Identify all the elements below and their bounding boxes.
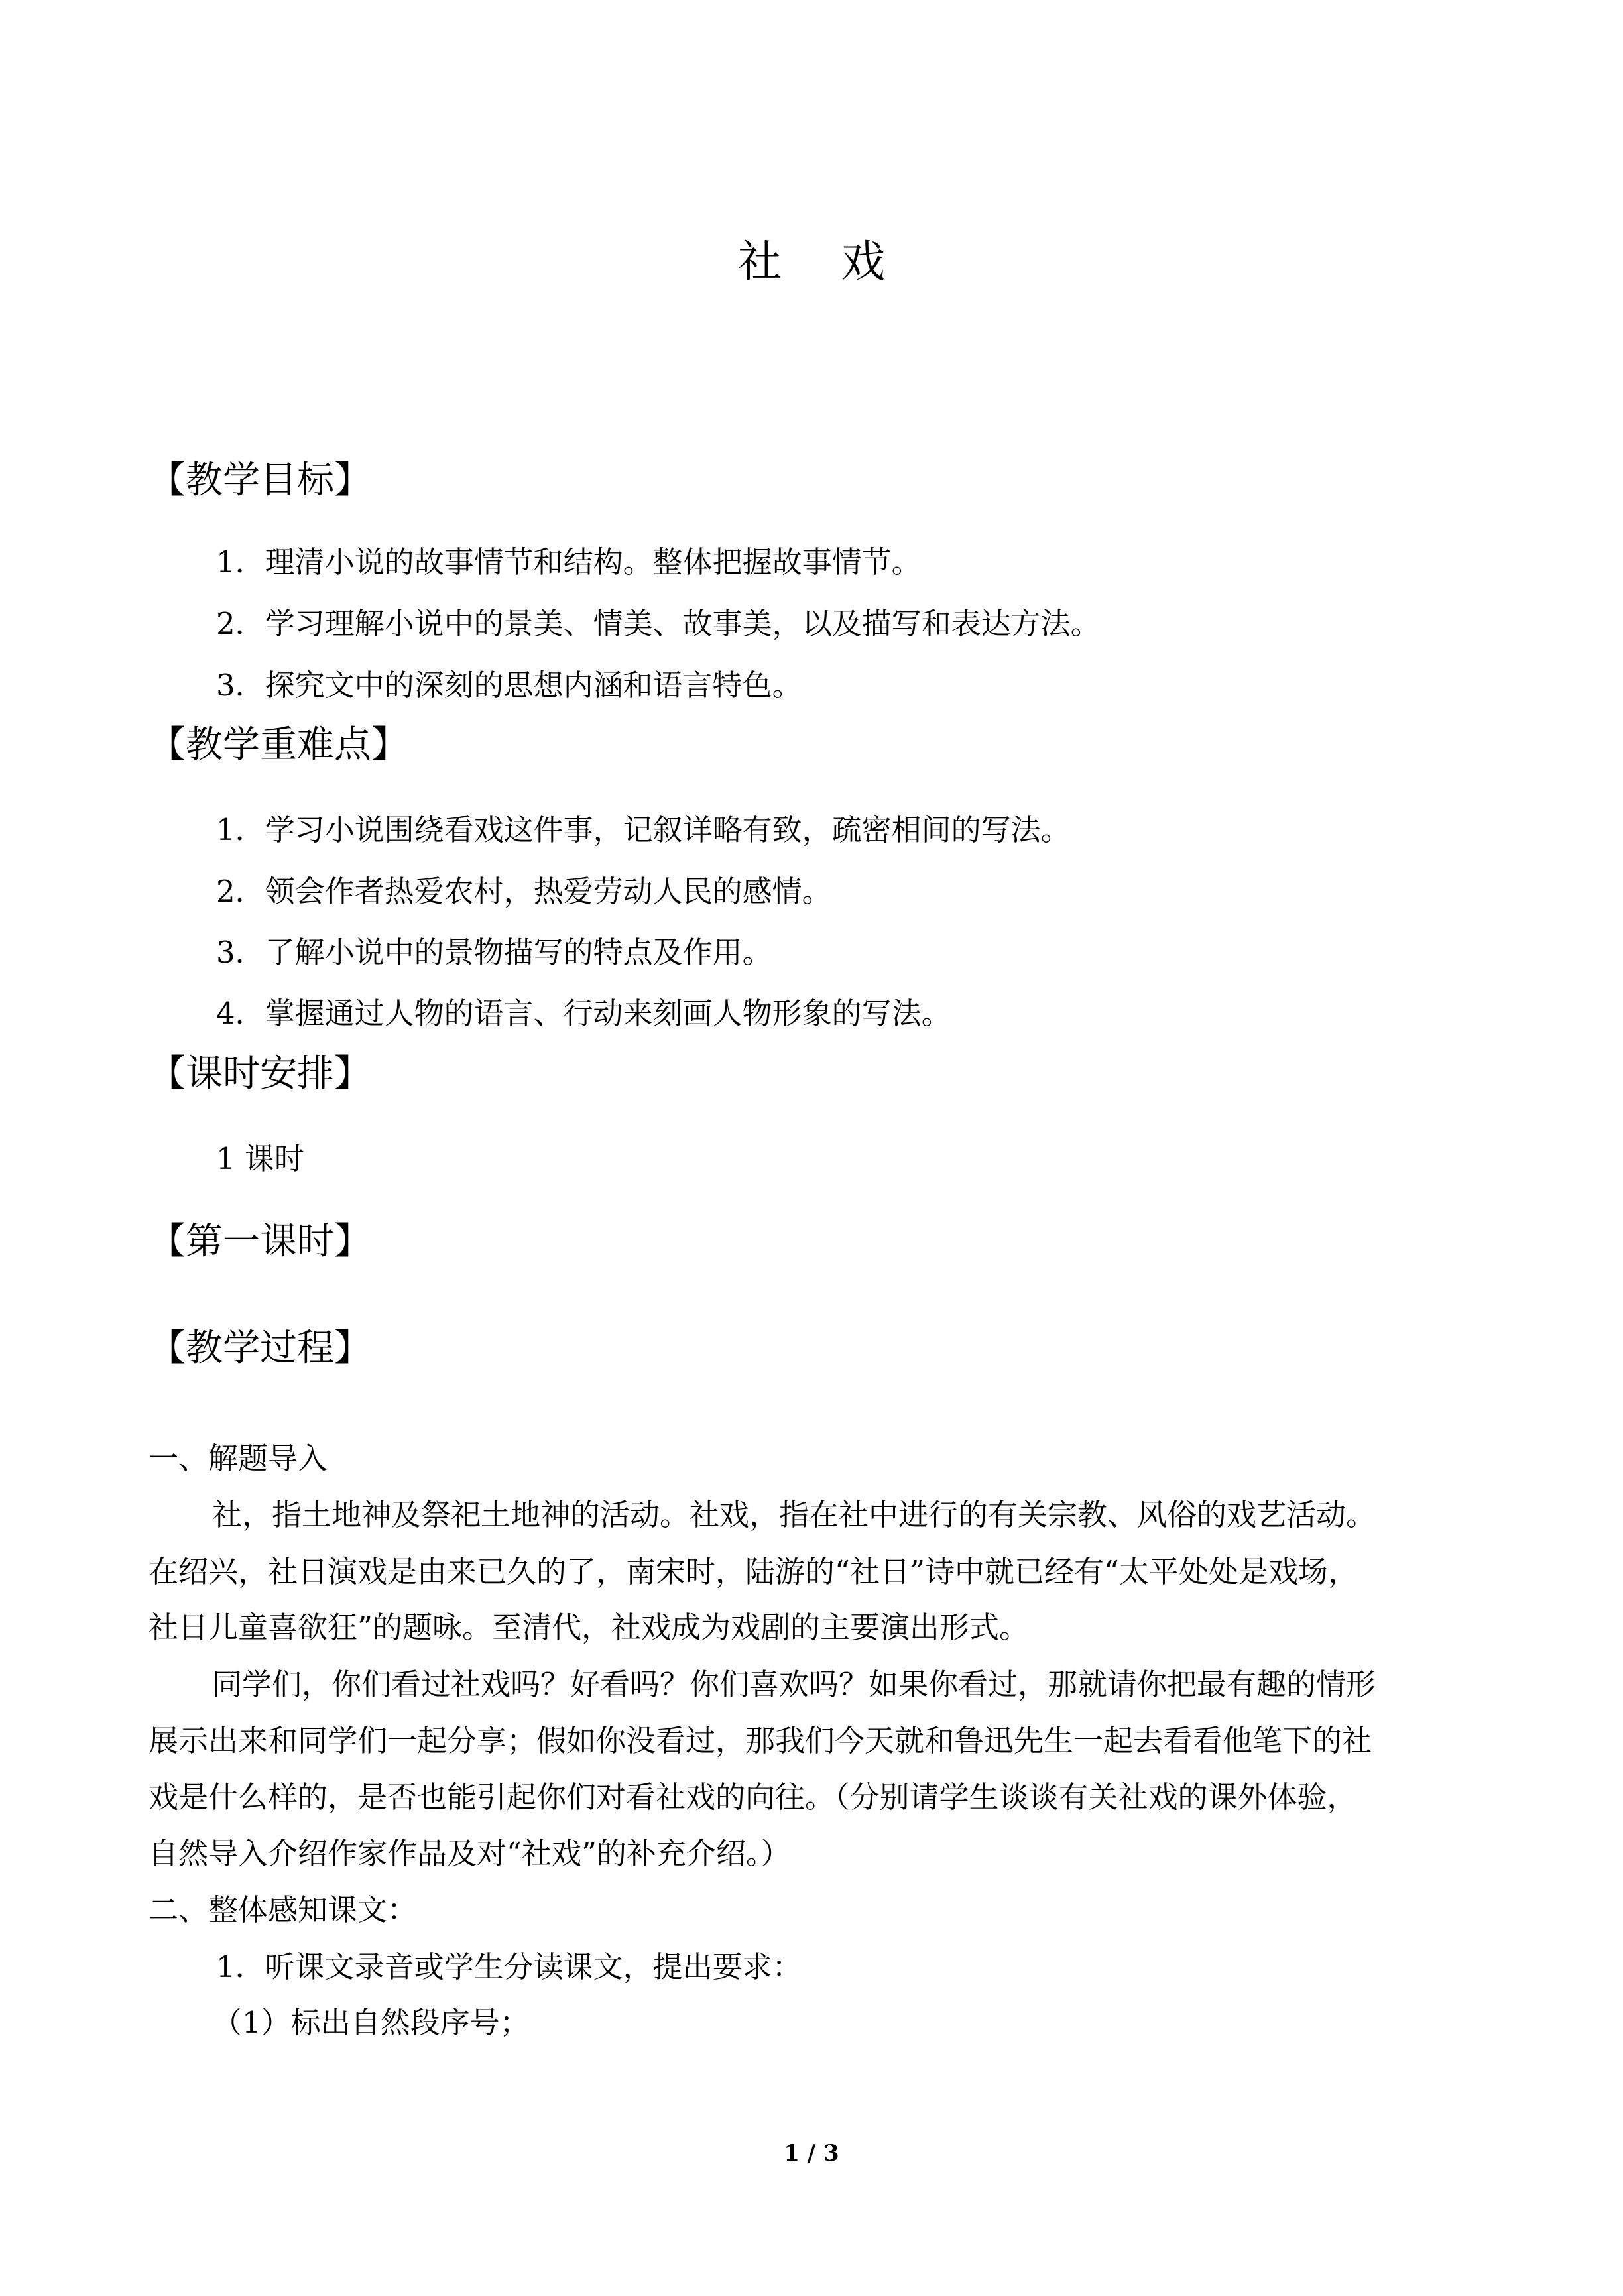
section2-heading: 二、整体感知课文： [149,1892,418,1927]
section2-item: 1．听课文录音或学生分读课文，提出要求： [216,1949,802,1984]
section1-heading: 一、解题导入 [149,1441,328,1476]
goal-item: 3．探究文中的深刻的思想内涵和语言特色。 [216,668,802,703]
goal-item: 2．学习理解小说中的景美、情美、故事美，以及描写和表达方法。 [216,606,1101,641]
key-point-item: 4．掌握通过人物的语言、行动来刻画人物形象的写法。 [216,996,951,1031]
schedule-heading: 【课时安排】 [149,1052,371,1095]
section1-para2-line: 展示出来和同学们一起分享；假如你没看过，那我们今天就和鲁迅先生一起去看看他笔下的社 [149,1723,1372,1758]
page-number: 1 / 3 [784,2140,839,2167]
section2-subitem: （1）标出自然段序号； [212,2005,530,2040]
goals-heading: 【教学目标】 [149,459,371,502]
process-heading: 【教学过程】 [149,1327,371,1370]
section1-para2-line: 同学们，你们看过社戏吗？好看吗？你们喜欢吗？如果你看过，那就请你把最有趣的情形 [212,1667,1376,1702]
lesson1-heading: 【第一课时】 [149,1220,371,1263]
section1-para1-line: 在绍兴，社日演戏是由来已久的了，南宋时，陆游的“社日”诗中就已经有“太平处处是戏场， [149,1554,1358,1589]
key-points-heading: 【教学重难点】 [149,723,408,766]
section1-para1-line: 社，指土地神及祭祀土地神的活动。社戏，指在社中进行的有关宗教、风俗的戏艺活动。 [212,1497,1376,1532]
goal-item: 1．理清小说的故事情节和结构。整体把握故事情节。 [216,544,922,579]
section1-para2-line: 自然导入介绍作家作品及对“社戏”的补充介绍。） [149,1836,791,1871]
key-point-item: 3．了解小说中的景物描写的特点及作用。 [216,935,772,970]
section1-para2-line: 戏是什么样的，是否也能引起你们对看社戏的向往。（分别请学生谈谈有关社戏的课外体验， [149,1780,1357,1815]
document-title: 社 戏 [738,236,885,287]
section1-para1-line: 社日儿童喜欲狂”的题咏。至清代，社戏成为戏剧的主要演出形式。 [149,1610,1030,1645]
key-point-item: 2．领会作者热爱农村，热爱劳动人民的感情。 [216,874,832,909]
schedule-value: 1 课时 [216,1141,304,1176]
key-point-item: 1．学习小说围绕看戏这件事，记叙详略有致，疏密相间的写法。 [216,812,1071,847]
